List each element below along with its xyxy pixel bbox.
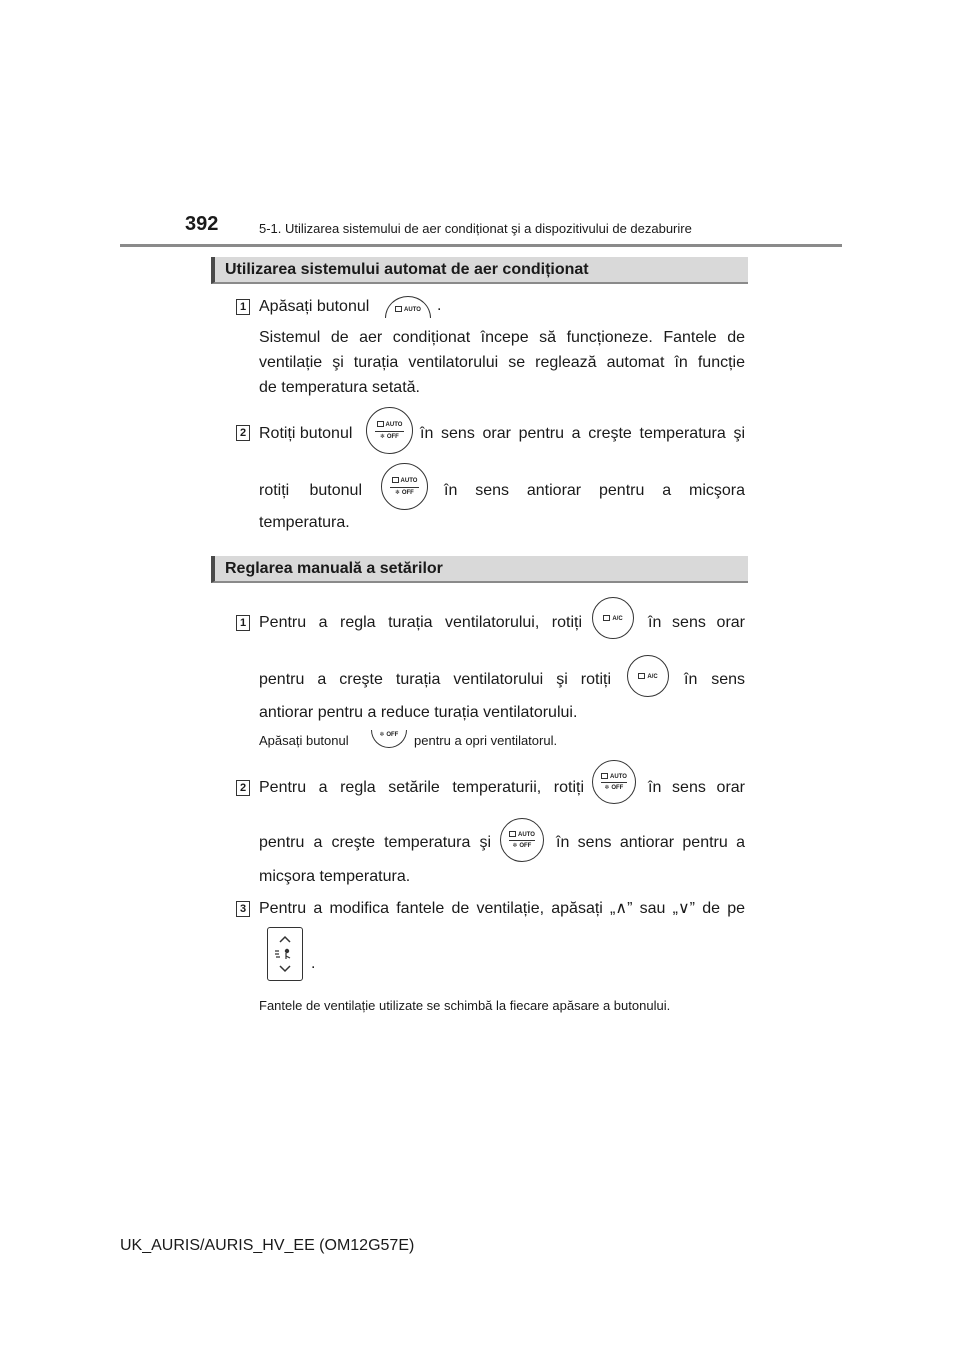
step-number-1: 1 [236, 299, 250, 315]
off-button-icon: ❄ OFF [371, 730, 407, 748]
footer-model-code: UK_AURIS/AURIS_HV_EE (OM12G57E) [120, 1237, 415, 1254]
ac-label: A/C [612, 616, 623, 622]
step-number-2: 2 [236, 425, 250, 441]
step1-line4: de temperatura setată. [259, 379, 420, 396]
temperature-knob-icon: AUTO ❄ OFF [381, 463, 428, 510]
step1-line3: ventilație şi turația ventilatorului se reglează automat în funcție [259, 354, 745, 371]
step2-line2-after: în sens antiorar pentru a micşora [444, 482, 745, 499]
s2-step3-note: Fantele de ventilație utilizate se schimbă la fiecare apăsare a butonului. [259, 998, 671, 1013]
off-label: OFF [386, 434, 399, 440]
vent-airflow-icon [275, 949, 290, 959]
s2-step2-line3: micşora temperatura. [259, 868, 411, 885]
s2-step1-line2-before: pentru a creşte turația ventilatorului şi rotiți [259, 671, 611, 688]
section-title-manual: Reglarea manuală a setărilor [211, 556, 748, 583]
fan-knob-icon [627, 655, 669, 697]
step1-period: . [437, 297, 442, 314]
s2-step1-note-before: Apăsați butonul [259, 733, 349, 748]
off-label: OFF [386, 732, 399, 738]
ac-label: A/C [647, 674, 658, 680]
step1-line2: Sistemul de aer condiționat începe să funcționeze. Fantele de [259, 329, 745, 346]
chevron-down-icon [280, 966, 290, 971]
s2-step1-line2-after: în sens [684, 671, 745, 688]
temperature-knob-icon: AUTO ❄ OFF [500, 818, 544, 862]
s2-step2-line2-before: pentru a creşte temperatura şi [259, 834, 491, 851]
step2-line1-after: în sens orar pentru a creşte temperatura şi [420, 425, 745, 442]
s2-step1-note-after: pentru a opri ventilatorul. [414, 733, 558, 748]
auto-label: AUTO [400, 478, 418, 484]
vent-mode-panel-icon [267, 927, 303, 981]
temperature-knob-icon: AUTO ❄ OFF [592, 760, 636, 804]
step2-line3: temperatura. [259, 514, 350, 531]
s2-step2-line2-after: în sens antiorar pentru a [556, 834, 745, 851]
auto-label: AUTO [518, 832, 535, 838]
auto-label: AUTO [404, 307, 421, 313]
page-number: 392 [185, 213, 219, 235]
off-label: OFF [611, 785, 624, 791]
step1-text-before: Apăsați butonul [259, 298, 370, 315]
s2-step1-line3: antiorar pentru a reduce turația ventilatorului. [259, 704, 578, 721]
chapter-title: 5-1. Utilizarea sistemului de aer condiționat şi a dispozitivului de dezaburire [259, 221, 692, 236]
auto-label: AUTO [385, 422, 403, 428]
header-divider [120, 244, 842, 247]
step2-line2-before: rotiți butonul [259, 482, 362, 499]
s2-step1-line1-after: în sens orar [648, 614, 745, 631]
s2-step3-line1: Pentru a modifica fantele de ventilație, apăsați „∧” sau „∨” de pe [259, 900, 745, 917]
step-number-3: 3 [236, 901, 250, 917]
temperature-knob-icon: AUTO ❄ OFF [366, 407, 413, 454]
auto-label: AUTO [610, 774, 627, 780]
s2-step2-line1-after: în sens orar [648, 779, 745, 796]
step-number-1: 1 [236, 615, 250, 631]
step2-line1-before: Rotiți butonul [259, 425, 353, 442]
off-label: OFF [519, 843, 532, 849]
fan-knob-icon [592, 597, 634, 639]
s2-step2-line1-before: Pentru a regla setările temperaturii, rotiți [259, 779, 584, 796]
chevron-up-icon [280, 937, 290, 942]
step1-line1 [259, 297, 745, 317]
step-number-2: 2 [236, 780, 250, 796]
s2-step1-line1-before: Pentru a regla turația ventilatorului, rotiți [259, 614, 582, 631]
off-label: OFF [401, 490, 414, 496]
s2-step3-period: . [311, 955, 316, 972]
section-title-auto-ac: Utilizarea sistemului automat de aer condiționat [211, 257, 748, 284]
